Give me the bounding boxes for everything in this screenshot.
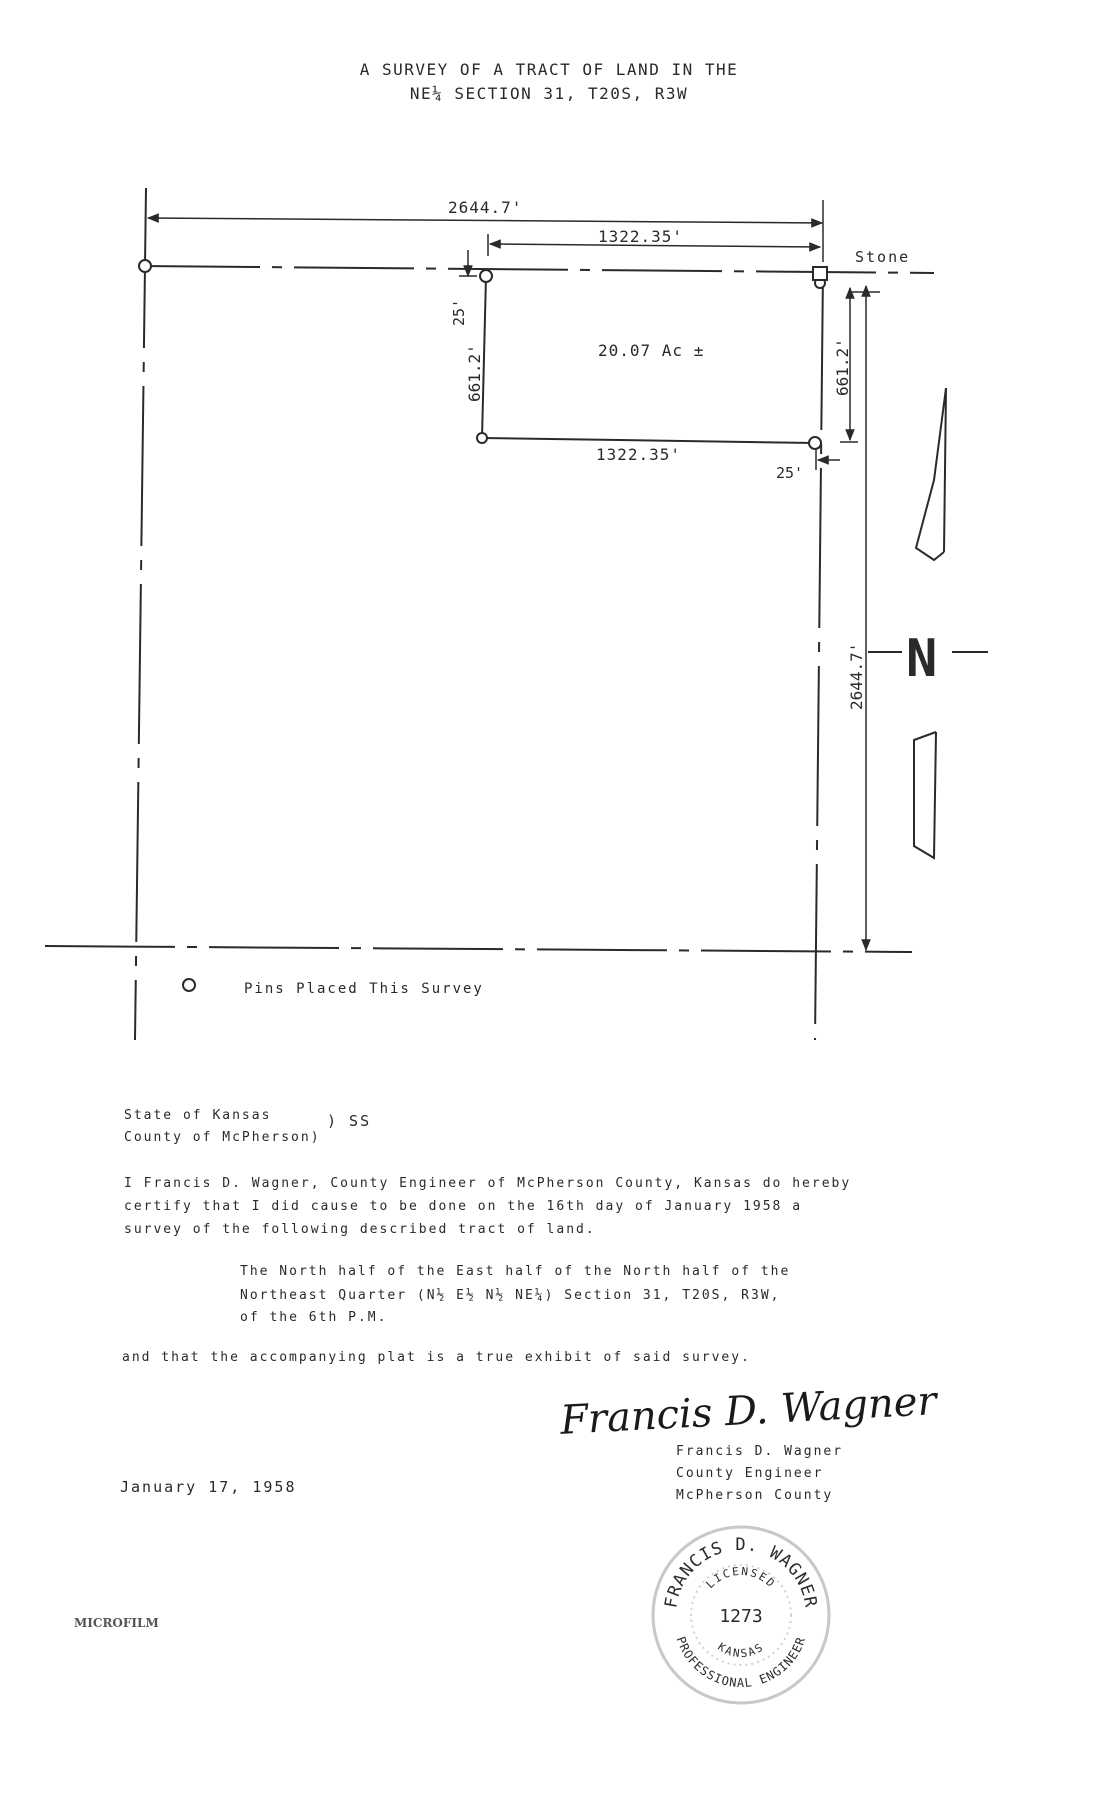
microfilm-stamp: MICROFILM	[74, 1616, 159, 1630]
dim-setback-left: 25'	[450, 298, 468, 326]
svg-text:PROFESSIONAL ENGINEER	[674, 1635, 809, 1690]
dim-tract-right: 661.2'	[833, 338, 852, 396]
tract-area: 20.07 Ac ±	[598, 341, 705, 360]
seal-name: FRANCIS D. WAGNER	[661, 1535, 821, 1610]
engineer-seal-icon	[646, 1520, 836, 1710]
venue-state: State of Kansas	[124, 1108, 272, 1123]
svg-text:KANSAS	[715, 1640, 766, 1660]
pin-sw-tract	[477, 433, 487, 443]
title-line-2: NE¼ SECTION 31, T20S, R3W	[409, 84, 689, 103]
signer-role: County Engineer	[676, 1466, 824, 1481]
svg-text:LICENSED	[704, 1565, 779, 1591]
dim-overall-right: 2644.7'	[847, 642, 866, 710]
dim-tract-left: 661.2'	[465, 344, 484, 402]
section-west-line	[135, 188, 146, 1040]
cert-line-3: survey of the following described tract of land.	[124, 1222, 596, 1237]
dim-overall-top: 2644.7'	[448, 198, 523, 217]
signer-county: McPherson County	[676, 1488, 834, 1503]
section-south-line	[45, 946, 912, 952]
signature-date: January 17, 1958	[120, 1478, 297, 1496]
desc-line-1: The North half of the East half of the North half of the	[240, 1264, 791, 1279]
desc-line-3: of the 6th P.M.	[240, 1310, 388, 1325]
dim-setback-right: 25'	[776, 464, 804, 482]
cert-line-1: I Francis D. Wagner, County Engineer of McPherson County, Kansas do hereby	[124, 1176, 852, 1191]
legend-text: Pins Placed This Survey	[244, 981, 484, 997]
cert-line-2: certify that I did cause to be done on the 16th day of January 1958 a	[124, 1199, 803, 1214]
pin-se-tract	[809, 437, 821, 449]
pin-nw-tract	[480, 270, 492, 282]
stone-label: Stone	[855, 248, 911, 266]
north-label: N	[906, 629, 938, 689]
signer-name: Francis D. Wagner	[676, 1444, 844, 1459]
pin-nw-section	[139, 260, 151, 272]
tract-south-line	[482, 438, 815, 443]
legend-pin-icon	[183, 979, 195, 991]
seal-licensed: LICENSED	[703, 1564, 779, 1592]
dim-tract-bottom: 1322.35'	[596, 445, 682, 464]
desc-line-2: Northeast Quarter (N½ E½ N½ NE¼) Section 31, T20S, R3W,	[240, 1288, 781, 1303]
cert-closing: and that the accompanying plat is a true exhibit of said survey.	[122, 1350, 751, 1365]
signature-script: Francis D. Wagner	[559, 1378, 938, 1444]
section-east-line	[815, 270, 823, 1040]
north-arrow-icon	[868, 388, 988, 858]
seal-number: 1273	[719, 1606, 763, 1627]
stone-marker	[813, 267, 827, 280]
seal-state: KANSAS	[715, 1640, 767, 1661]
title-line-1: A SURVEY OF A TRACT OF LAND IN THE	[359, 60, 739, 79]
handwritten-signature	[559, 1378, 938, 1444]
dim-tract-top: 1322.35'	[598, 227, 684, 246]
venue-ss: ) SS	[327, 1112, 372, 1130]
venue-county: County of McPherson)	[124, 1130, 321, 1145]
seal-profession: PROFESSIONAL ENGINEER	[673, 1634, 809, 1690]
